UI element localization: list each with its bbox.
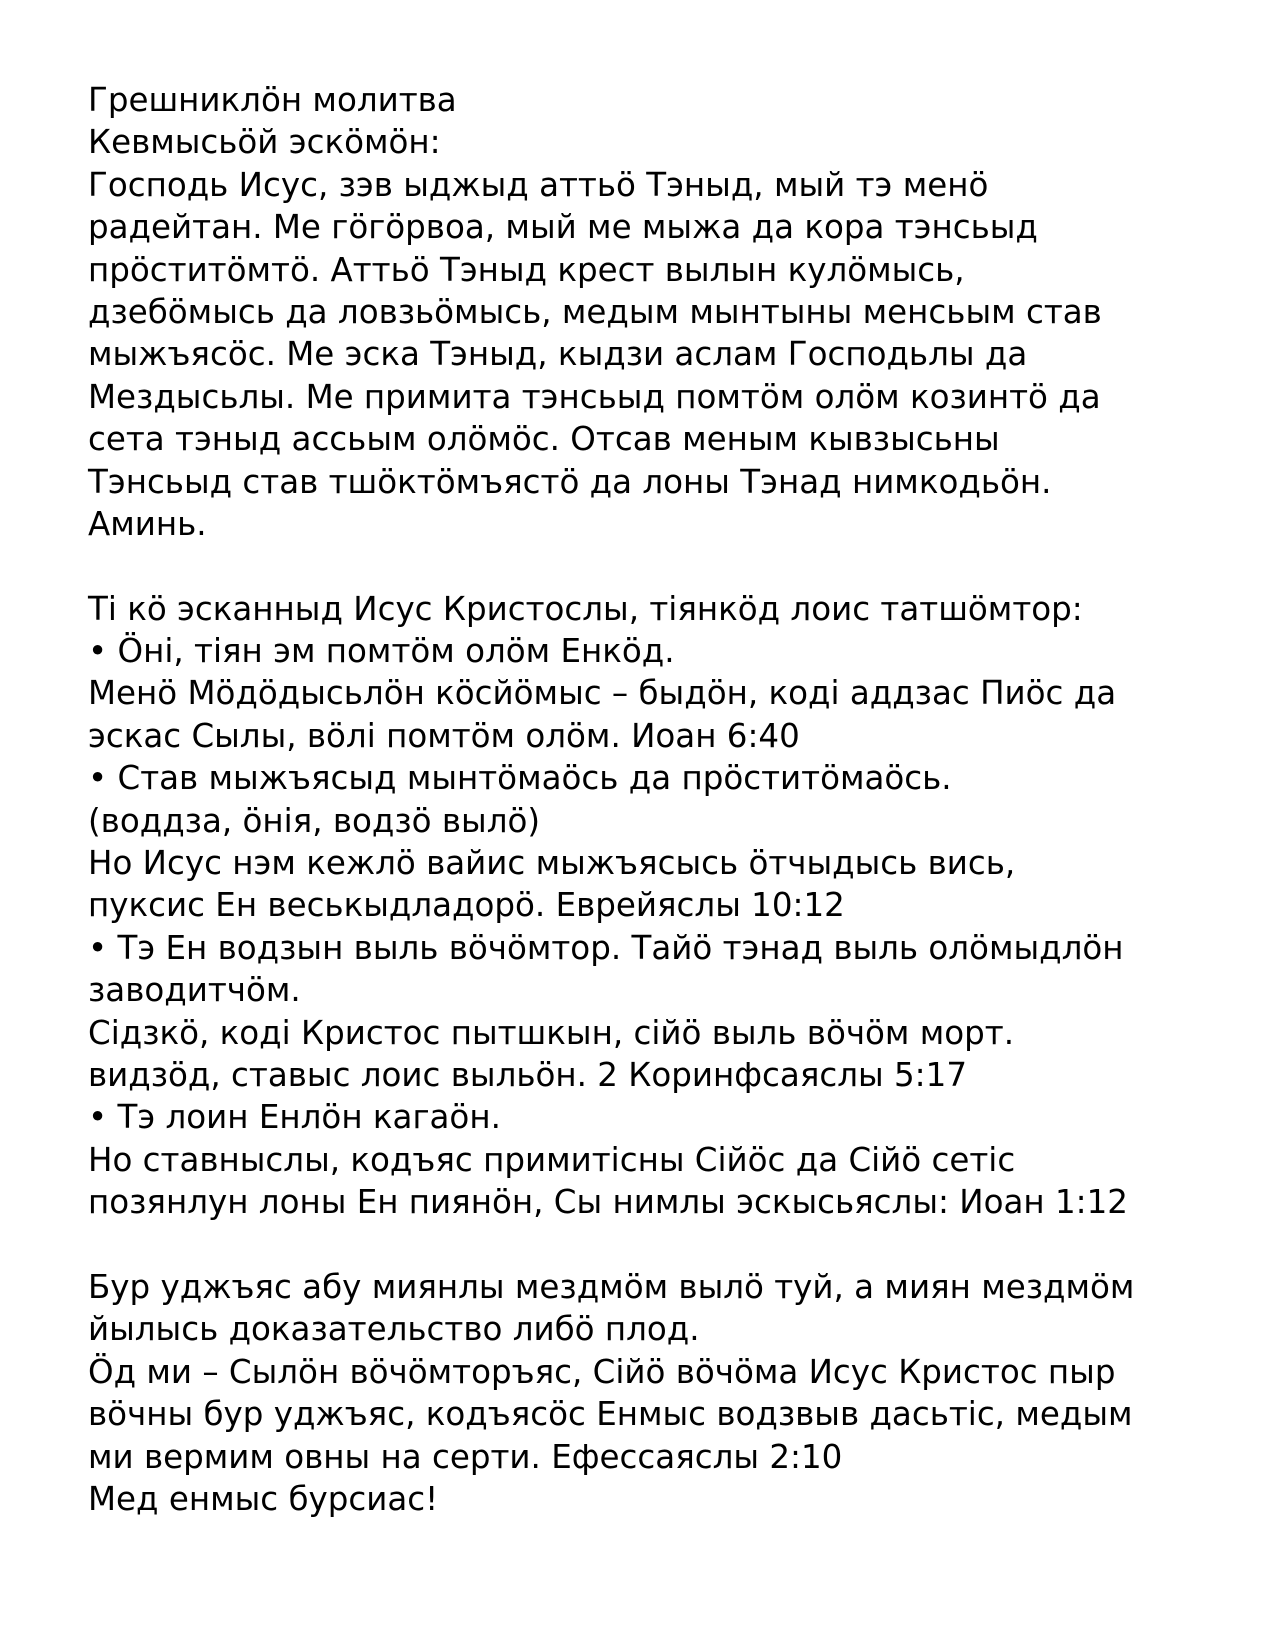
paragraph-gap: [88, 1224, 1248, 1266]
scripture-line: Ӧд ми – Сылӧн вӧчӧмторъяс, Сійӧ вӧчӧма Исус Кристос пыр: [88, 1352, 1116, 1391]
prayer-amen: Аминь.: [88, 504, 207, 543]
text-line: йылысь доказательство либӧ плод.: [88, 1310, 700, 1349]
document-title: Грешниклӧн молитва: [88, 81, 457, 119]
scripture-line: пуксис Ен веськыдладорӧ. Еврейяслы 10:12: [88, 886, 845, 925]
prayer-line: мыжъясӧс. Ме эска Тэныд, кыдзи аслам Господьлы да: [88, 335, 1028, 374]
bullet-point: • Ӧні, тіян эм помтӧм олӧм Енкӧд.: [88, 632, 675, 671]
paragraph-gap: [88, 545, 1248, 587]
scripture-line: эскас Сылы, вӧлі помтӧм олӧм. Иоан 6:40: [88, 716, 800, 755]
section2-intro: Ті кӧ эсканныд Исус Кристослы, тіянкӧд лоис татшӧмтор:: [88, 589, 1083, 628]
text-line: Бур уджъяс абу миянлы мездмӧм вылӧ туй, а миян мездмӧм: [88, 1267, 1135, 1306]
closing-blessing: Мед енмыс бурсиас!: [88, 1479, 439, 1518]
prayer-line: радейтан. Ме гӧгӧрвоа, мый ме мыжа да кора тэнсьыд: [88, 208, 1038, 247]
prayer-line: Тэнсьыд став тшӧктӧмъястӧ да лоны Тэнад нимкодьӧн.: [88, 462, 1052, 501]
text-line: заводитчӧм.: [88, 971, 301, 1010]
scripture-line: Сідзкӧ, коді Кристос пытшкын, сійӧ выль вӧчӧм морт.: [88, 1013, 1015, 1052]
scripture-line: видзӧд, ставыс лоис выльӧн. 2 Коринфсаяслы 5:17: [88, 1055, 967, 1094]
bullet-point: • Тэ лоин Енлӧн кагаӧн.: [88, 1098, 501, 1137]
scripture-line: вӧчны бур уджъяс, кодъясӧс Енмыс водзвыв дасьтіс, медым: [88, 1395, 1133, 1434]
text-line: (воддза, ӧнія, водзӧ вылӧ): [88, 801, 541, 840]
scripture-line: Но Исус нэм кежлӧ вайис мыжъясысь ӧтчыдысь вись,: [88, 844, 1016, 883]
scripture-line: позянлун лоны Ен пиянӧн, Сы нимлы эскысьяслы: Иоан 1:12: [88, 1183, 1128, 1222]
bullet-point: • Тэ Ен водзын выль вӧчӧмтор. Тайӧ тэнад выль олӧмыдлӧн: [88, 928, 1124, 967]
prayer-intro: Кевмысьӧй эскӧмӧн:: [88, 123, 441, 162]
prayer-line: прӧститӧмтӧ. Аттьӧ Тэныд крест вылын кулӧмысь,: [88, 250, 965, 289]
prayer-text: [88, 79, 1248, 1520]
prayer-line: дзебӧмысь да ловзьӧмысь, медым мынтыны менсьым став: [88, 292, 1102, 331]
prayer-line: Мездысьлы. Ме примита тэнсьыд помтӧм олӧм козинтӧ да: [88, 377, 1101, 416]
bullet-point: • Став мыжъясыд мынтӧмаӧсь да прӧститӧмаӧсь.: [88, 759, 952, 798]
scripture-line: ми вермим овны на серти. Ефессаяслы 2:10: [88, 1437, 843, 1476]
scripture-line: Но ставныслы, кодъяс примитісны Сійӧс да Сійӧ сетіс: [88, 1140, 1016, 1179]
prayer-line: Господь Исус, зэв ыджыд аттьӧ Тэныд, мый тэ менӧ: [88, 165, 989, 204]
prayer-line: сета тэныд ассьым олӧмӧс. Отсав меным кывзысьны: [88, 420, 1000, 459]
scripture-line: Менӧ Мӧдӧдысьлӧн кӧсйӧмыс – быдӧн, коді аддзас Пиӧс да: [88, 674, 1117, 713]
